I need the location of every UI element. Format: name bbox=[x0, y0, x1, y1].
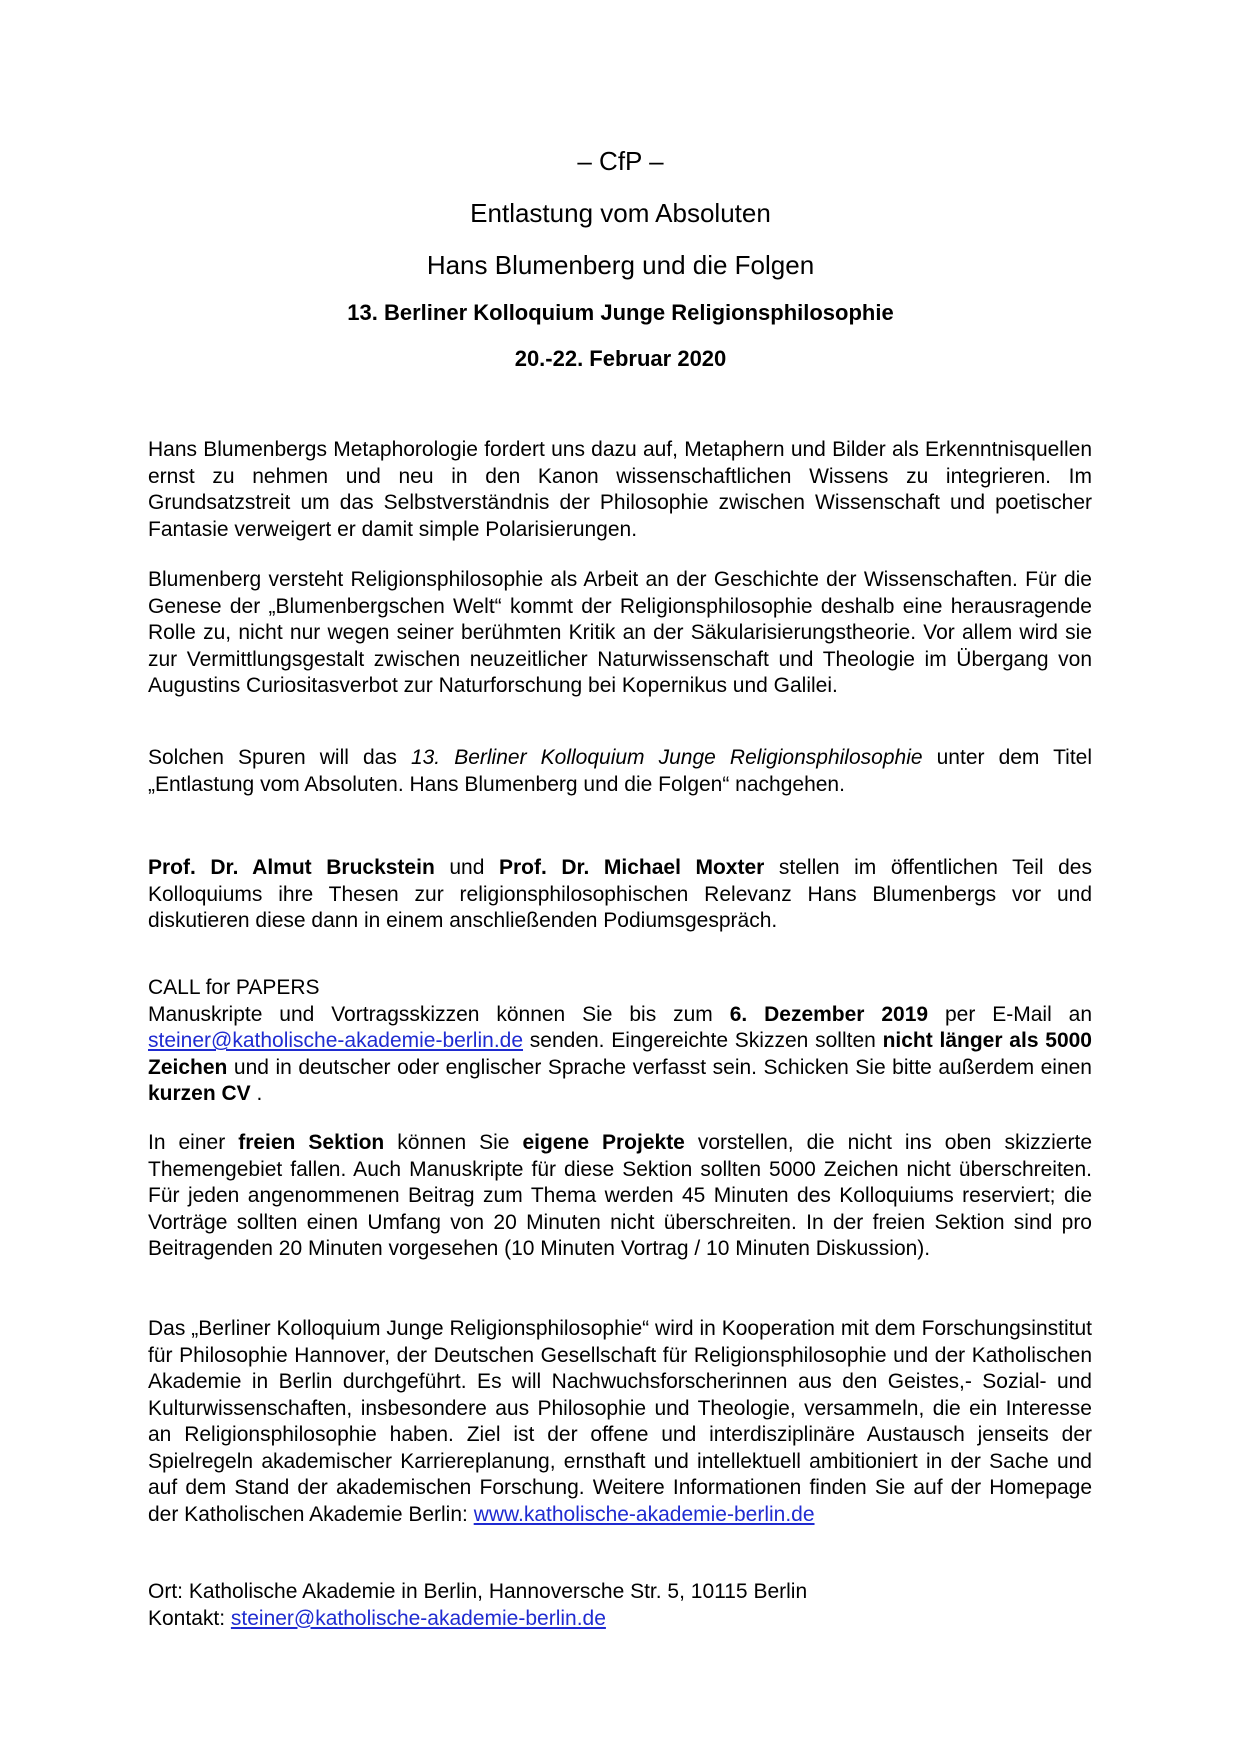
traces-text-b: unter dem Titel „Entlastung vom Absoluten. Hans Blumenberg und die Folgen“ nachgehen. bbox=[148, 746, 1093, 796]
contact-email-link[interactable]: steiner@katholische-akademie-berlin.de bbox=[230, 1606, 606, 1630]
own-projects-bold: eigene Projekte bbox=[522, 1131, 685, 1154]
colloquium-name: 13. Berliner Kolloquium Junge Religionsphilosophie bbox=[347, 300, 894, 325]
free-text-3: vorstellen, die nicht ins oben skizzierte Themengebiet fallen. Auch Manuskripte für diese Sektion sollten 5000 Zeichen nicht überschreiten. Für jeden angenommenen Beitrag zum Thema werden 45 Minuten des Kolloquiums reserviert; die Vorträge sollten einen Umfang von 20 Minuten nicht überschreiten. In der freien Sektion sind pro Beitragenden 20 Minuten vorgesehen (10 Minuten Vortrag / 10 Minuten Diskussion). bbox=[148, 1131, 1092, 1260]
free-section-bold: freien Sektion bbox=[238, 1131, 385, 1154]
speakers-und: und bbox=[434, 856, 499, 879]
location-line: Ort: Katholische Akademie in Berlin, Hannoversche Str. 5, 10115 Berlin bbox=[148, 1580, 808, 1603]
cfp-label: – CfP – bbox=[577, 146, 664, 176]
event-date: 20.-22. Februar 2020 bbox=[514, 346, 727, 371]
intro-paragraph: Hans Blumenbergs Metaphorologie fordert uns dazu auf, Metaphern und Bilder als Erkenntnisquellen ernst zu nehmen und neu in den Kanon wissenschaftlichen Wissens zu integrieren. Im Grundsatzstreit um das Selbstverständnis der Philosophie zwischen Wissenschaft und poetischer Fantasie verweigert er damit simple Polarisierungen. bbox=[148, 438, 1092, 541]
cfp-deadline: 6. Dezember 2019 bbox=[729, 1002, 929, 1026]
cfp-length-limit: nicht länger als 5000 Zeichen bbox=[148, 1029, 1092, 1079]
colloquium-italic: 13. Berliner Kolloquium Junge Religionsphilosophie bbox=[410, 746, 923, 769]
contact-line bbox=[148, 1606, 1092, 1633]
call-for-papers-section bbox=[148, 975, 1092, 1108]
contact-block bbox=[148, 1579, 1092, 1632]
free-section-paragraph bbox=[148, 1130, 1092, 1263]
religion-philosophy-paragraph: Blumenberg versteht Religionsphilosophie als Arbeit an der Geschichte der Wissenschaften. Für die Genese der „Blumenbergschen Welt“ kommt der Religionsphilosophie deshalb eine herausragende Rolle zu, nicht nur wegen seiner berühmten Kritik an der Säkularisierungstheorie. Vor allem wird sie zur Vermittlungsgestalt zwischen neuzeitlicher Naturwissenschaft und Theologie im Übergang von Augustins Curiositasverbot zur Naturforschung bei Kopernikus und Galilei. bbox=[148, 568, 1092, 697]
cfp-text-1: Manuskripte und Vortragsskizzen können Sie bis zum bbox=[148, 1002, 730, 1026]
free-text-1: In einer bbox=[148, 1131, 239, 1154]
document-subtitle: Hans Blumenberg und die Folgen bbox=[426, 250, 815, 280]
homepage-link[interactable]: www.katholische-akademie-berlin.de bbox=[473, 1502, 815, 1526]
traces-paragraph bbox=[148, 745, 1092, 798]
cooperation-text: Das „Berliner Kolloquium Junge Religionsphilosophie“ wird in Kooperation mit dem Forschungsinstitut für Philosophie Hannover, der Deutschen Gesellschaft für Religionsphilosophie und der Katholischen Akademie in Berlin durchgeführt. Es will Nachwuchsforscherinnen aus den Geistes,- Sozial- und Kulturwissenschaften, insbesondere aus Philosophie und Theologie, versammeln, die ein Interesse an Religionsphilosophie haben. Ziel ist der offene und interdisziplinäre Austausch jenseits der Spielregeln akademischer Karriereplanung, ernsthaft und intellektuell ambitioniert in der Sache und auf dem Stand der akademischen Forschung. Weitere Informationen finden Sie auf der Homepage der Katholischen Akademie Berlin: bbox=[148, 1317, 1092, 1526]
contact-label: Kontakt: bbox=[148, 1606, 231, 1630]
cfp-text-2: per E-Mail an bbox=[928, 1002, 1092, 1026]
cfp-text-5: . bbox=[250, 1082, 263, 1105]
cfp-heading: CALL for PAPERS bbox=[148, 976, 320, 999]
document-title: Entlastung vom Absoluten bbox=[470, 198, 771, 228]
cfp-email-link[interactable]: steiner@katholische-akademie-berlin.de bbox=[148, 1029, 524, 1052]
free-text-2: können Sie bbox=[384, 1131, 523, 1154]
speaker-bruckstein: Prof. Dr. Almut Bruckstein bbox=[148, 856, 435, 879]
cfp-text-4: und in deutscher oder englischer Sprache verfasst sein. Schicken Sie bitte außerdem einen bbox=[227, 1055, 1092, 1079]
traces-text-a: Solchen Spuren will das bbox=[148, 746, 411, 769]
speakers-paragraph bbox=[148, 855, 1092, 935]
speakers-rest: stellen im öffentlichen Teil des Kolloquiums ihre Thesen zur religionsphilosophischen Relevanz Hans Blumenbergs vor und diskutieren diese dann in einem anschließenden Podiumsgespräch. bbox=[148, 856, 1092, 932]
cfp-text-3: senden. Eingereichte Skizzen sollten bbox=[523, 1029, 883, 1052]
cooperation-paragraph bbox=[148, 1316, 1092, 1528]
cfp-cv: kurzen CV bbox=[148, 1082, 251, 1105]
speaker-moxter: Prof. Dr. Michael Moxter bbox=[498, 856, 765, 879]
cfp-body bbox=[148, 1002, 1092, 1108]
